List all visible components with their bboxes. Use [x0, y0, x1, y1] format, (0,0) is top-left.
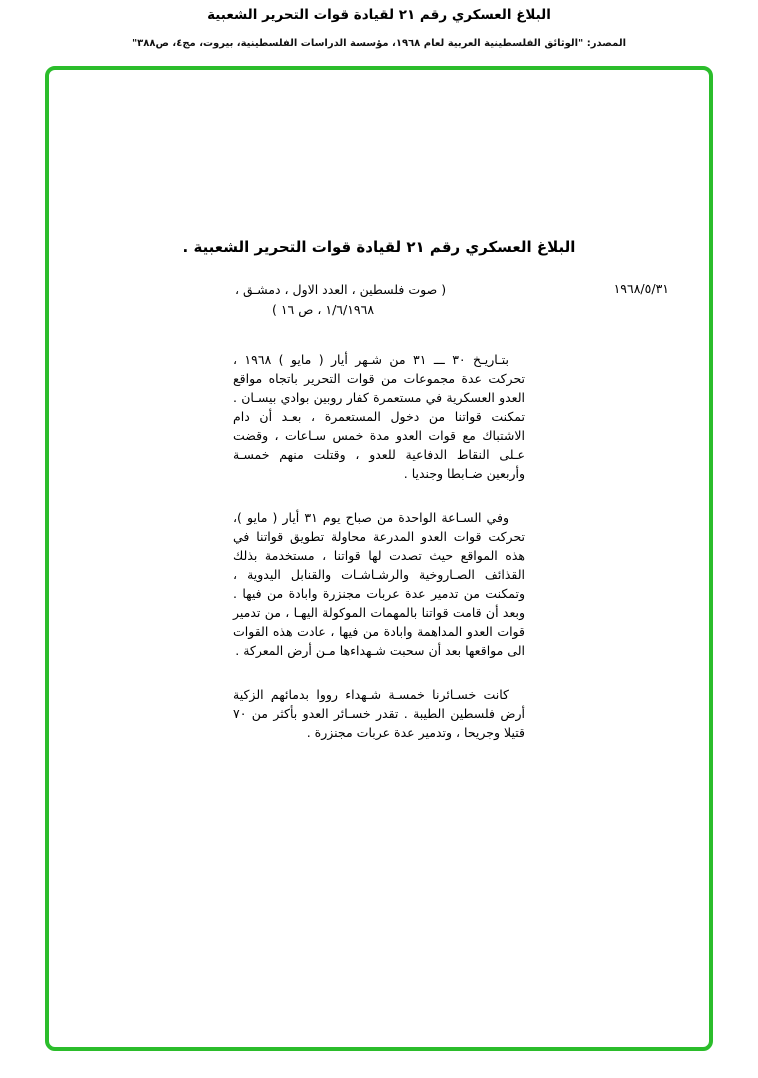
document-date: ١٩٦٨/٥/٣١	[613, 281, 669, 296]
citation-line-2: ١/٦/١٩٦٨ ، ص ١٦ )	[271, 302, 375, 317]
report-source-line: المصدر: "الوثائق الفلسطينية العربية لعام ١٩٦٨، مؤسسة الدراسات الفلسطينية، بيروت، مج٤، ص٣٨٨"	[131, 38, 627, 49]
document-body	[233, 350, 525, 742]
top-header	[0, 0, 758, 49]
paragraph-3: كانت خسـائرنا خمسـة شـهداء رووا بدمائهم الزكية أرض فلسطين الطيبة . تقدر خسـائر العدو بأكثر من ٧٠ قتيلا وجريحا ، وتدمير عدة عربات مجنزرة .	[233, 687, 525, 740]
citation-line-1: ( صوت فلسطين ، العدد الاول ، دمشـق ،	[235, 282, 447, 297]
paragraph-2: وفي السـاعة الواحدة من صباح يوم ٣١ أيار ( مايو )، تحركت قوات العدو المدرعة محاولة تطويق قواتنا في هذه المواقع حيث تصدت لها قواتنا ، مستخدمة بذلك القذائف الصـاروخية والرشـاشـات والقنابل اليدوية ، وتمكنت من تدمير عدة عربات مجنزرة وابادة من فيها . وبعد أن قامت قواتنا بالمهمات الموكولة اليهـا ، من تدمير قوات العدو المداهمة وابادة من فيها ، عادت هذه القوات الى مواقعها بعد أن سحبت شـهداءها مـن أرض المعركة .	[233, 510, 525, 658]
document-title: البلاغ العسكري رقم ٢١ لقيادة قوات التحرير الشعبية .	[182, 238, 576, 256]
paragraph-1: بتـاريـخ ٣٠ ـــ ٣١ من شـهر أيار ( مايو ) ١٩٦٨ ، تحركت عدة مجموعات من قوات التحرير باتجاه مواقع العدو العسكرية في مستعمرة كفار روبين بوادي بيسـان . تمكنت قواتنا من دخول المستعمرة ، بعـد أن دام الاشتباك مع قوات العدو مدة خمس سـاعات ، وقضت عـلى النقاط الدفاعية للعدو ، وقتلت منهم خمسـة وأربعين ضـابطا وجنديا .	[233, 352, 525, 481]
citation-block	[235, 280, 446, 320]
citation-row	[49, 280, 709, 320]
page-frame	[45, 66, 713, 1051]
report-header-title: البلاغ العسكري رقم ٢١ لقيادة قوات التحرير الشعبية	[207, 7, 551, 23]
